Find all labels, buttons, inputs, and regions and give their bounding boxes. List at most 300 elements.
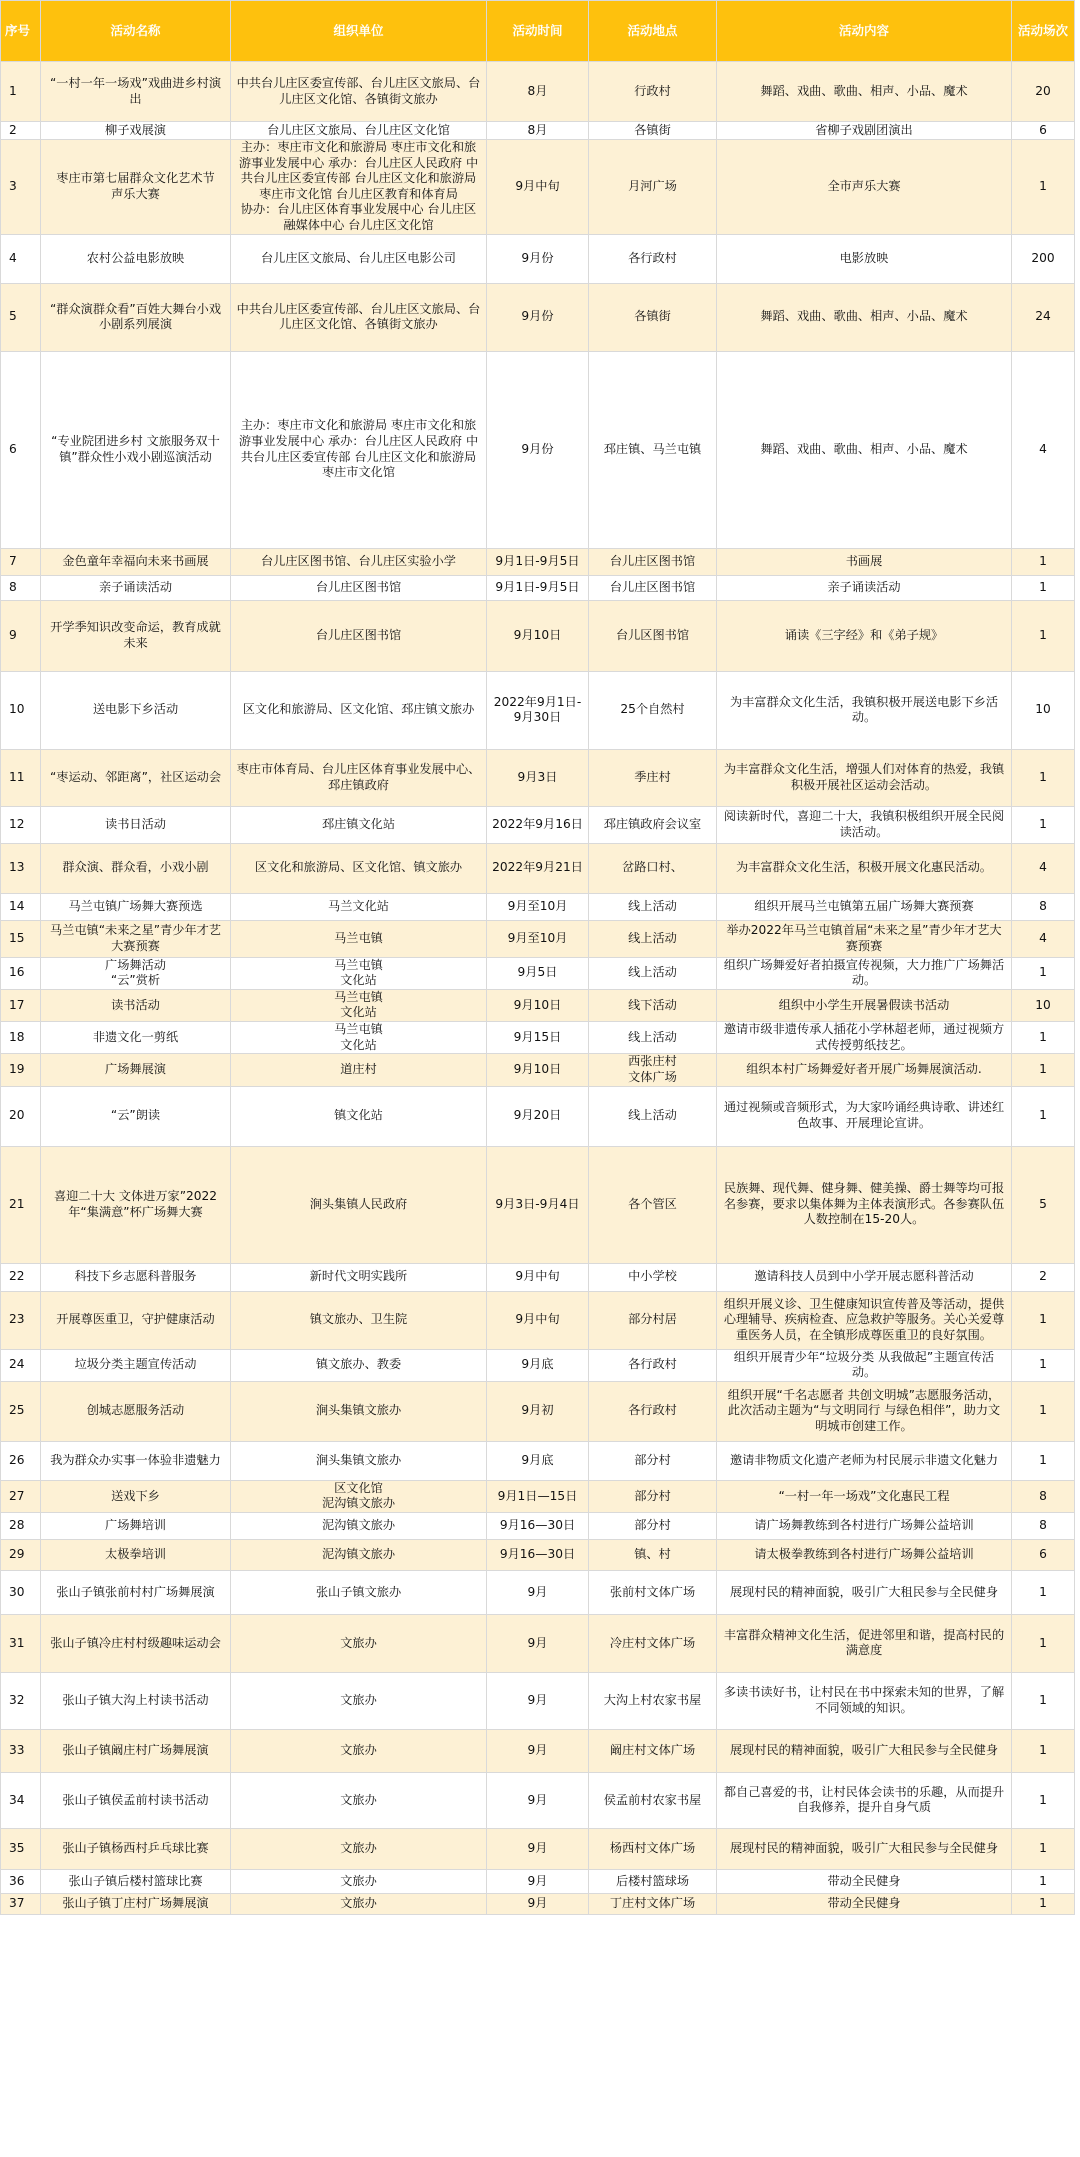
- activity-name-text: 科技下乡志愿科普服务: [74, 1269, 197, 1284]
- activity-content-text: 请太极拳教练到各村进行广场舞公益培训: [754, 1547, 974, 1562]
- activity-place-cell: [589, 1054, 717, 1086]
- table-row: [1, 234, 1075, 283]
- activity-place-text: 线上活动: [628, 1029, 677, 1044]
- session-count-text: 1: [1039, 579, 1047, 594]
- organizer-text: 文旅办: [340, 1693, 377, 1708]
- organizer-text: 镇文旅办、教委: [315, 1357, 402, 1372]
- activity-content-text: 展现村民的精神面貌，吸引广大租民参与全民健身: [729, 1584, 999, 1599]
- activity-content-cell: [717, 1480, 1012, 1512]
- row-number-text: 7: [9, 553, 17, 568]
- activity-place-cell: [589, 893, 717, 920]
- table-row: [1, 1614, 1075, 1672]
- activity-time-cell: [487, 920, 589, 957]
- session-count-text: 1: [1039, 965, 1047, 980]
- activity-place-text: 部分村: [634, 1488, 671, 1503]
- activity-place-cell: [589, 1772, 717, 1828]
- table-row: [1, 283, 1075, 351]
- row-number-cell: [1, 671, 41, 749]
- activity-place-cell: [589, 920, 717, 957]
- activity-place-cell: [589, 671, 717, 749]
- session-count-text: 1: [1039, 1873, 1047, 1888]
- organizer-cell: [231, 1869, 487, 1893]
- activity-content-cell: [717, 283, 1012, 351]
- organizer-cell: [231, 351, 487, 548]
- activity-content-text: 组织本村广场舞爱好者开展广场舞展演活动.: [746, 1062, 982, 1077]
- row-number-text: 30: [9, 1584, 25, 1599]
- activity-name-text: 张山子镇阚庄村广场舞展演: [62, 1743, 209, 1758]
- row-number-cell: [1, 1263, 41, 1291]
- activity-time-cell: [487, 1614, 589, 1672]
- activity-place-cell: [589, 749, 717, 806]
- row-number-cell: [1, 989, 41, 1021]
- activity-place-text: 各镇街: [634, 122, 671, 137]
- activity-content-cell: [717, 1570, 1012, 1614]
- session-count-cell: [1012, 893, 1075, 920]
- organizer-cell: [231, 62, 487, 122]
- activity-time-cell: [487, 122, 589, 140]
- activity-place-text: 部分村居: [628, 1312, 677, 1327]
- row-number-cell: [1, 957, 41, 989]
- organizer-cell: [231, 1893, 487, 1914]
- activity-time-cell: [487, 1480, 589, 1512]
- row-number-cell: [1, 1291, 41, 1349]
- activity-name-cell: [41, 893, 231, 920]
- activity-time-cell: [487, 1672, 589, 1729]
- activity-name-cell: [41, 1146, 231, 1263]
- activity-name-text: 垃圾分类主题宣传活动: [74, 1357, 197, 1372]
- activity-content-text: 阅读新时代，喜迎二十大，我镇积极组织开展全民阅读活动。: [723, 809, 1005, 839]
- organizer-text: 中共台儿庄区委宣传部、台儿庄区文旅局、台儿庄区文化馆、各镇街文旅办: [236, 75, 481, 106]
- activity-place-cell: [589, 1480, 717, 1512]
- session-count-cell: [1012, 351, 1075, 548]
- session-count-cell: [1012, 600, 1075, 671]
- activity-place-text: 行政村: [634, 83, 671, 98]
- activity-content-cell: [717, 806, 1012, 843]
- session-count-text: 1: [1039, 1062, 1047, 1077]
- activity-time-text: 9月中旬: [515, 179, 560, 194]
- activity-content-text: 电影放映: [839, 250, 889, 265]
- activity-place-text: 各行政村: [628, 1357, 677, 1372]
- row-number-cell: [1, 140, 41, 235]
- organizer-text: 道庄村: [340, 1062, 377, 1077]
- row-number-cell: [1, 1570, 41, 1614]
- activity-content-text: 带动全民健身: [827, 1873, 901, 1888]
- activity-name-cell: [41, 843, 231, 893]
- table-row: [1, 1828, 1075, 1869]
- session-count-text: 1: [1039, 1584, 1047, 1599]
- organizer-cell: [231, 1441, 487, 1480]
- activity-content-cell: [717, 1291, 1012, 1349]
- organizer-cell: [231, 806, 487, 843]
- activity-time-text: 9月: [527, 1693, 548, 1708]
- activity-content-cell: [717, 1263, 1012, 1291]
- activity-time-text: 9月10日: [513, 1062, 562, 1077]
- activity-place-text: 各镇街: [634, 309, 671, 324]
- activity-place-cell: [589, 1828, 717, 1869]
- session-count-text: 4: [1039, 860, 1047, 875]
- session-count-cell: [1012, 575, 1075, 600]
- row-number-cell: [1, 1146, 41, 1263]
- activity-name-text: 张山子镇冷庄村村级趣味运动会: [50, 1635, 221, 1650]
- organizer-text: 文旅办: [340, 1873, 377, 1888]
- row-number-text: 14: [9, 898, 25, 913]
- table-row: [1, 1441, 1075, 1480]
- activity-name-text: 柳子戏展演: [105, 122, 166, 137]
- organizer-cell: [231, 989, 487, 1021]
- table-row: [1, 1539, 1075, 1570]
- activity-name-text: 非遗文化一剪纸: [92, 1029, 179, 1044]
- activity-time-text: 9月: [527, 1873, 548, 1888]
- activity-place-text: 台儿区图书馆: [615, 627, 690, 642]
- activity-name-cell: [41, 1291, 231, 1349]
- session-count-text: 24: [1035, 309, 1051, 324]
- organizer-text: 文旅办: [340, 1743, 377, 1758]
- activity-name-cell: [41, 806, 231, 843]
- row-number-cell: [1, 1893, 41, 1914]
- activity-name-cell: [41, 1480, 231, 1512]
- organizer-text: 邳庄镇文化站: [321, 816, 396, 831]
- activity-time-text: 9月16—30日: [499, 1518, 576, 1533]
- session-count-text: 1: [1039, 1403, 1047, 1418]
- activity-time-text: 8月: [527, 83, 548, 98]
- activity-content-cell: [717, 671, 1012, 749]
- session-count-text: 1: [1039, 553, 1047, 568]
- activity-content-text: 全市声乐大赛: [827, 179, 901, 194]
- session-count-text: 1: [1039, 1452, 1047, 1467]
- organizer-cell: [231, 957, 487, 989]
- table-row: [1, 1512, 1075, 1539]
- organizer-text: 文旅办: [340, 1896, 377, 1911]
- activity-place-text: 25个自然村: [620, 702, 685, 717]
- activity-time-cell: [487, 1893, 589, 1914]
- activity-place-cell: [589, 1349, 717, 1381]
- activity-time-text: 9月中旬: [515, 1269, 560, 1284]
- table-row: [1, 1570, 1075, 1614]
- activity-content-text: 展现村民的精神面貌，吸引广大租民参与全民健身: [729, 1841, 999, 1856]
- activity-time-cell: [487, 1349, 589, 1381]
- activity-name-text: 农村公益电影放映: [86, 250, 185, 265]
- activity-content-cell: [717, 234, 1012, 283]
- table-row: [1, 62, 1075, 122]
- row-number-cell: [1, 1086, 41, 1146]
- activity-time-text: 8月: [527, 122, 548, 137]
- header-org: 组织单位: [231, 1, 487, 62]
- organizer-cell: [231, 1570, 487, 1614]
- organizer-cell: [231, 749, 487, 806]
- session-count-cell: [1012, 1729, 1075, 1772]
- activity-content-cell: [717, 1869, 1012, 1893]
- activity-place-cell: [589, 548, 717, 575]
- activity-name-cell: [41, 1772, 231, 1828]
- organizer-text: 涧头集镇人民政府: [309, 1196, 408, 1211]
- activity-place-cell: [589, 351, 717, 548]
- organizer-text: 镇文旅办、卫生院: [309, 1312, 408, 1327]
- activity-time-cell: [487, 843, 589, 893]
- session-count-cell: [1012, 671, 1075, 749]
- activity-content-cell: [717, 893, 1012, 920]
- activity-place-cell: [589, 1263, 717, 1291]
- row-number-text: 24: [9, 1357, 25, 1372]
- activity-name-cell: [41, 1869, 231, 1893]
- activity-time-text: 2022年9月1日-9月30日: [493, 694, 582, 725]
- row-number-cell: [1, 806, 41, 843]
- activity-time-text: 9月1日-9月5日: [495, 553, 580, 568]
- activity-name-cell: [41, 749, 231, 806]
- activity-name-cell: [41, 920, 231, 957]
- activity-place-cell: [589, 1729, 717, 1772]
- activity-name-cell: [41, 1614, 231, 1672]
- organizer-text: 台儿庄区文旅局、台儿庄区电影公司: [261, 250, 456, 265]
- session-count-cell: [1012, 283, 1075, 351]
- activity-place-text: 邳庄镇、马兰屯镇: [603, 441, 702, 456]
- row-number-cell: [1, 62, 41, 122]
- row-number-text: 10: [9, 702, 25, 717]
- session-count-text: 8: [1039, 898, 1047, 913]
- activity-time-cell: [487, 1539, 589, 1570]
- organizer-text: 泥沟镇文旅办: [321, 1518, 396, 1533]
- row-number-text: 5: [9, 309, 17, 324]
- session-count-cell: [1012, 1349, 1075, 1381]
- session-count-text: 4: [1039, 441, 1047, 456]
- activity-name-text: “群众演群众看”百姓大舞台小戏小剧系列展演: [49, 301, 222, 332]
- activity-content-text: 舞蹈、戏曲、歌曲、相声、小品、魔术: [760, 83, 968, 98]
- activity-content-cell: [717, 351, 1012, 548]
- activity-content-cell: [717, 62, 1012, 122]
- activity-content-cell: [717, 575, 1012, 600]
- row-number-cell: [1, 749, 41, 806]
- activity-content-text: 通过视频或音频形式，为大家吟诵经典诗歌、讲述红色故事、开展理论宣讲。: [723, 1100, 1005, 1131]
- activity-time-cell: [487, 671, 589, 749]
- organizer-cell: [231, 140, 487, 235]
- row-number-cell: [1, 351, 41, 548]
- row-number-text: 23: [9, 1312, 25, 1327]
- row-number-text: 34: [9, 1792, 25, 1807]
- activity-name-cell: [41, 1539, 231, 1570]
- row-number-cell: [1, 548, 41, 575]
- activity-place-cell: [589, 1291, 717, 1349]
- activity-content-cell: [717, 122, 1012, 140]
- activity-name-cell: [41, 283, 231, 351]
- activity-content-text: 组织中小学生开展暑假读书活动: [778, 997, 950, 1012]
- session-count-cell: [1012, 1291, 1075, 1349]
- activity-place-text: 线下活动: [628, 997, 677, 1012]
- session-count-text: 1: [1039, 627, 1047, 642]
- activity-time-text: 9月10日: [513, 627, 562, 642]
- activity-name-text: 开学季知识改变命运，教育成就未来: [50, 620, 221, 650]
- organizer-line-2: 文化站: [340, 1037, 377, 1052]
- row-number-text: 20: [9, 1108, 25, 1123]
- session-count-text: 1: [1039, 1029, 1047, 1044]
- organizer-text: 台儿庄区图书馆、台儿庄区实验小学: [261, 553, 456, 568]
- table-row: [1, 575, 1075, 600]
- session-count-cell: [1012, 1570, 1075, 1614]
- activity-content-cell: [717, 548, 1012, 575]
- activity-place-text: 各行政村: [628, 1403, 677, 1418]
- header-content: 活动内容: [717, 1, 1012, 62]
- activity-name-text: 我为群众办实事一体验非遗魅力: [50, 1452, 221, 1467]
- activity-name-cell: [41, 1022, 231, 1054]
- table-row: [1, 957, 1075, 989]
- activity-name-text: 广场舞展演: [105, 1062, 166, 1077]
- activity-time-text: 9月10日: [513, 997, 562, 1012]
- session-count-text: 10: [1035, 702, 1051, 717]
- activity-content-cell: [717, 1054, 1012, 1086]
- activity-content-text: 为丰富群众文化生活，我镇积极开展送电影下乡活动。: [729, 694, 999, 725]
- row-number-cell: [1, 1381, 41, 1441]
- activity-time-text: 9月: [527, 1584, 548, 1599]
- session-count-text: 1: [1039, 1896, 1047, 1911]
- header-row: [1, 1, 1075, 62]
- organizer-text: 台儿庄区文旅局、台儿庄区文化馆: [267, 122, 450, 137]
- activity-time-text: 9月份: [521, 441, 554, 456]
- activity-time-cell: [487, 140, 589, 235]
- activity-place-text: 阚庄村文体广场: [609, 1743, 696, 1758]
- activity-place-line-1: 西张庄村: [628, 1054, 677, 1069]
- activity-name-text: 张山子镇杨西村乒乓球比赛: [62, 1841, 209, 1856]
- activity-time-cell: [487, 1512, 589, 1539]
- activity-place-text: 丁庄村文体广场: [609, 1896, 696, 1911]
- activity-place-cell: [589, 234, 717, 283]
- activity-content-text: 舞蹈、戏曲、歌曲、相声、小品、魔术: [760, 441, 968, 456]
- organizer-text: 涧头集镇文旅办: [315, 1452, 402, 1467]
- activity-time-text: 9月至10月: [507, 930, 568, 945]
- row-number-text: 2: [9, 122, 17, 137]
- organizer-cell: [231, 843, 487, 893]
- activity-name-cell: [41, 122, 231, 140]
- row-number-text: 22: [9, 1269, 25, 1284]
- activity-time-cell: [487, 1729, 589, 1772]
- activity-name-cell: [41, 1381, 231, 1441]
- session-count-text: 4: [1039, 930, 1047, 945]
- activity-name-line-1: 广场舞活动: [105, 957, 166, 972]
- activity-content-cell: [717, 920, 1012, 957]
- session-count-cell: [1012, 920, 1075, 957]
- table-row: [1, 806, 1075, 843]
- activity-name-cell: [41, 600, 231, 671]
- activity-place-text: 镇、村: [634, 1547, 671, 1562]
- activity-content-text: 诵读《三字经》和《弟子规》: [784, 627, 944, 642]
- row-number-text: 18: [9, 1029, 25, 1044]
- activity-content-cell: [717, 140, 1012, 235]
- activity-name-cell: [41, 1893, 231, 1914]
- activity-place-cell: [589, 1869, 717, 1893]
- organizer-cell: [231, 893, 487, 920]
- organizer-cell: [231, 1772, 487, 1828]
- row-number-text: 37: [9, 1896, 25, 1911]
- row-number-text: 27: [9, 1488, 25, 1503]
- table-row: [1, 1381, 1075, 1441]
- activity-time-text: 9月5日: [517, 965, 558, 980]
- activity-content-cell: [717, 1512, 1012, 1539]
- table-row: [1, 1349, 1075, 1381]
- activity-time-cell: [487, 1381, 589, 1441]
- organizer-cell: [231, 548, 487, 575]
- row-number-text: 25: [9, 1403, 25, 1418]
- activity-name-text: 亲子诵读活动: [98, 579, 173, 594]
- organizer-text: 主办：枣庄市文化和旅游局 枣庄市文化和旅游事业发展中心 承办：台儿庄区人民政府 中共台儿庄区委宣传部 台儿庄区文化和旅游局 枣庄市文化馆: [238, 418, 479, 480]
- activity-place-text: 线上活动: [628, 930, 677, 945]
- organizer-line-2: 泥沟镇文旅办: [321, 1496, 396, 1511]
- activity-time-text: 2022年9月16日: [492, 816, 583, 831]
- activity-time-cell: [487, 62, 589, 122]
- organizer-text: 区文化和旅游局、区文化馆、镇文旅办: [254, 860, 463, 875]
- organizer-text: 新时代文明实践所: [309, 1269, 408, 1284]
- activity-content-text: 邀请非物质文化遗产老师为村民展示非遗文化魅力: [729, 1452, 999, 1467]
- organizer-text: 文旅办: [340, 1841, 377, 1856]
- activity-place-text: 杨西村文体广场: [609, 1841, 696, 1856]
- activity-name-cell: [41, 1828, 231, 1869]
- table-row: [1, 1772, 1075, 1828]
- row-number-cell: [1, 920, 41, 957]
- table-row: [1, 140, 1075, 235]
- activity-content-text: 为丰富群众文化生活，积极开展文化惠民活动。: [736, 860, 992, 875]
- organizer-cell: [231, 600, 487, 671]
- activity-place-cell: [589, 843, 717, 893]
- row-number-text: 9: [9, 627, 17, 642]
- activity-content-text: 亲子诵读活动: [827, 579, 901, 594]
- activity-content-text: 舞蹈、戏曲、歌曲、相声、小品、魔术: [760, 309, 968, 324]
- activity-content-cell: [717, 843, 1012, 893]
- organizer-text: 中共台儿庄区委宣传部、台儿庄区文旅局、台儿庄区文化馆、各镇街文旅办: [236, 301, 481, 332]
- row-number-text: 35: [9, 1841, 25, 1856]
- table-row: [1, 671, 1075, 749]
- session-count-text: 2: [1039, 1269, 1047, 1284]
- activity-time-cell: [487, 1570, 589, 1614]
- activity-place-cell: [589, 600, 717, 671]
- organizer-line-1: 马兰屯镇: [334, 957, 383, 972]
- activity-place-text: 中小学校: [628, 1269, 677, 1284]
- table-row: [1, 1146, 1075, 1263]
- table-row: [1, 548, 1075, 575]
- table-row: [1, 600, 1075, 671]
- organizer-line-1: 区文化馆: [334, 1480, 383, 1495]
- activity-name-text: 太极拳培训: [105, 1547, 166, 1562]
- activity-name-line-1: 枣庄市第七届群众文化艺术节: [56, 171, 215, 186]
- row-number-text: 1: [9, 83, 17, 98]
- activity-name-cell: [41, 1729, 231, 1772]
- header-place: 活动地点: [589, 1, 717, 62]
- activity-place-cell: [589, 957, 717, 989]
- row-number-text: 19: [9, 1062, 25, 1077]
- activity-content-text: 书画展: [845, 553, 883, 568]
- row-number-text: 6: [9, 441, 17, 456]
- organizer-line-1: 马兰屯镇: [334, 989, 383, 1004]
- activity-place-text: 各行政村: [628, 250, 677, 265]
- session-count-text: 8: [1039, 1518, 1047, 1533]
- activity-content-cell: [717, 1022, 1012, 1054]
- session-count-cell: [1012, 1893, 1075, 1914]
- activity-place-cell: [589, 1086, 717, 1146]
- table-row: [1, 1054, 1075, 1086]
- activity-content-text: 邀请市级非遗传承人插花小学林超老师，通过视频方式传授剪纸技艺。: [723, 1022, 1005, 1052]
- activity-content-text: 为丰富群众文化生活，增强人们对体育的热爱，我镇积极开展社区运动会活动。: [723, 762, 1005, 792]
- activity-time-cell: [487, 1441, 589, 1480]
- row-number-text: 33: [9, 1743, 25, 1758]
- activity-name-cell: [41, 140, 231, 235]
- activity-place-text: 线上活动: [628, 898, 677, 913]
- table-row: [1, 1869, 1075, 1893]
- organizer-line-2: 文化站: [340, 1005, 377, 1020]
- row-number-text: 13: [9, 860, 25, 875]
- activity-name-cell: [41, 548, 231, 575]
- session-count-text: 6: [1039, 1547, 1047, 1562]
- session-count-cell: [1012, 1146, 1075, 1263]
- activity-place-line-2: 文体广场: [628, 1069, 677, 1084]
- activity-time-text: 9月初: [521, 1403, 554, 1418]
- session-count-cell: [1012, 1614, 1075, 1672]
- table-row: [1, 1729, 1075, 1772]
- table-row: [1, 1022, 1075, 1054]
